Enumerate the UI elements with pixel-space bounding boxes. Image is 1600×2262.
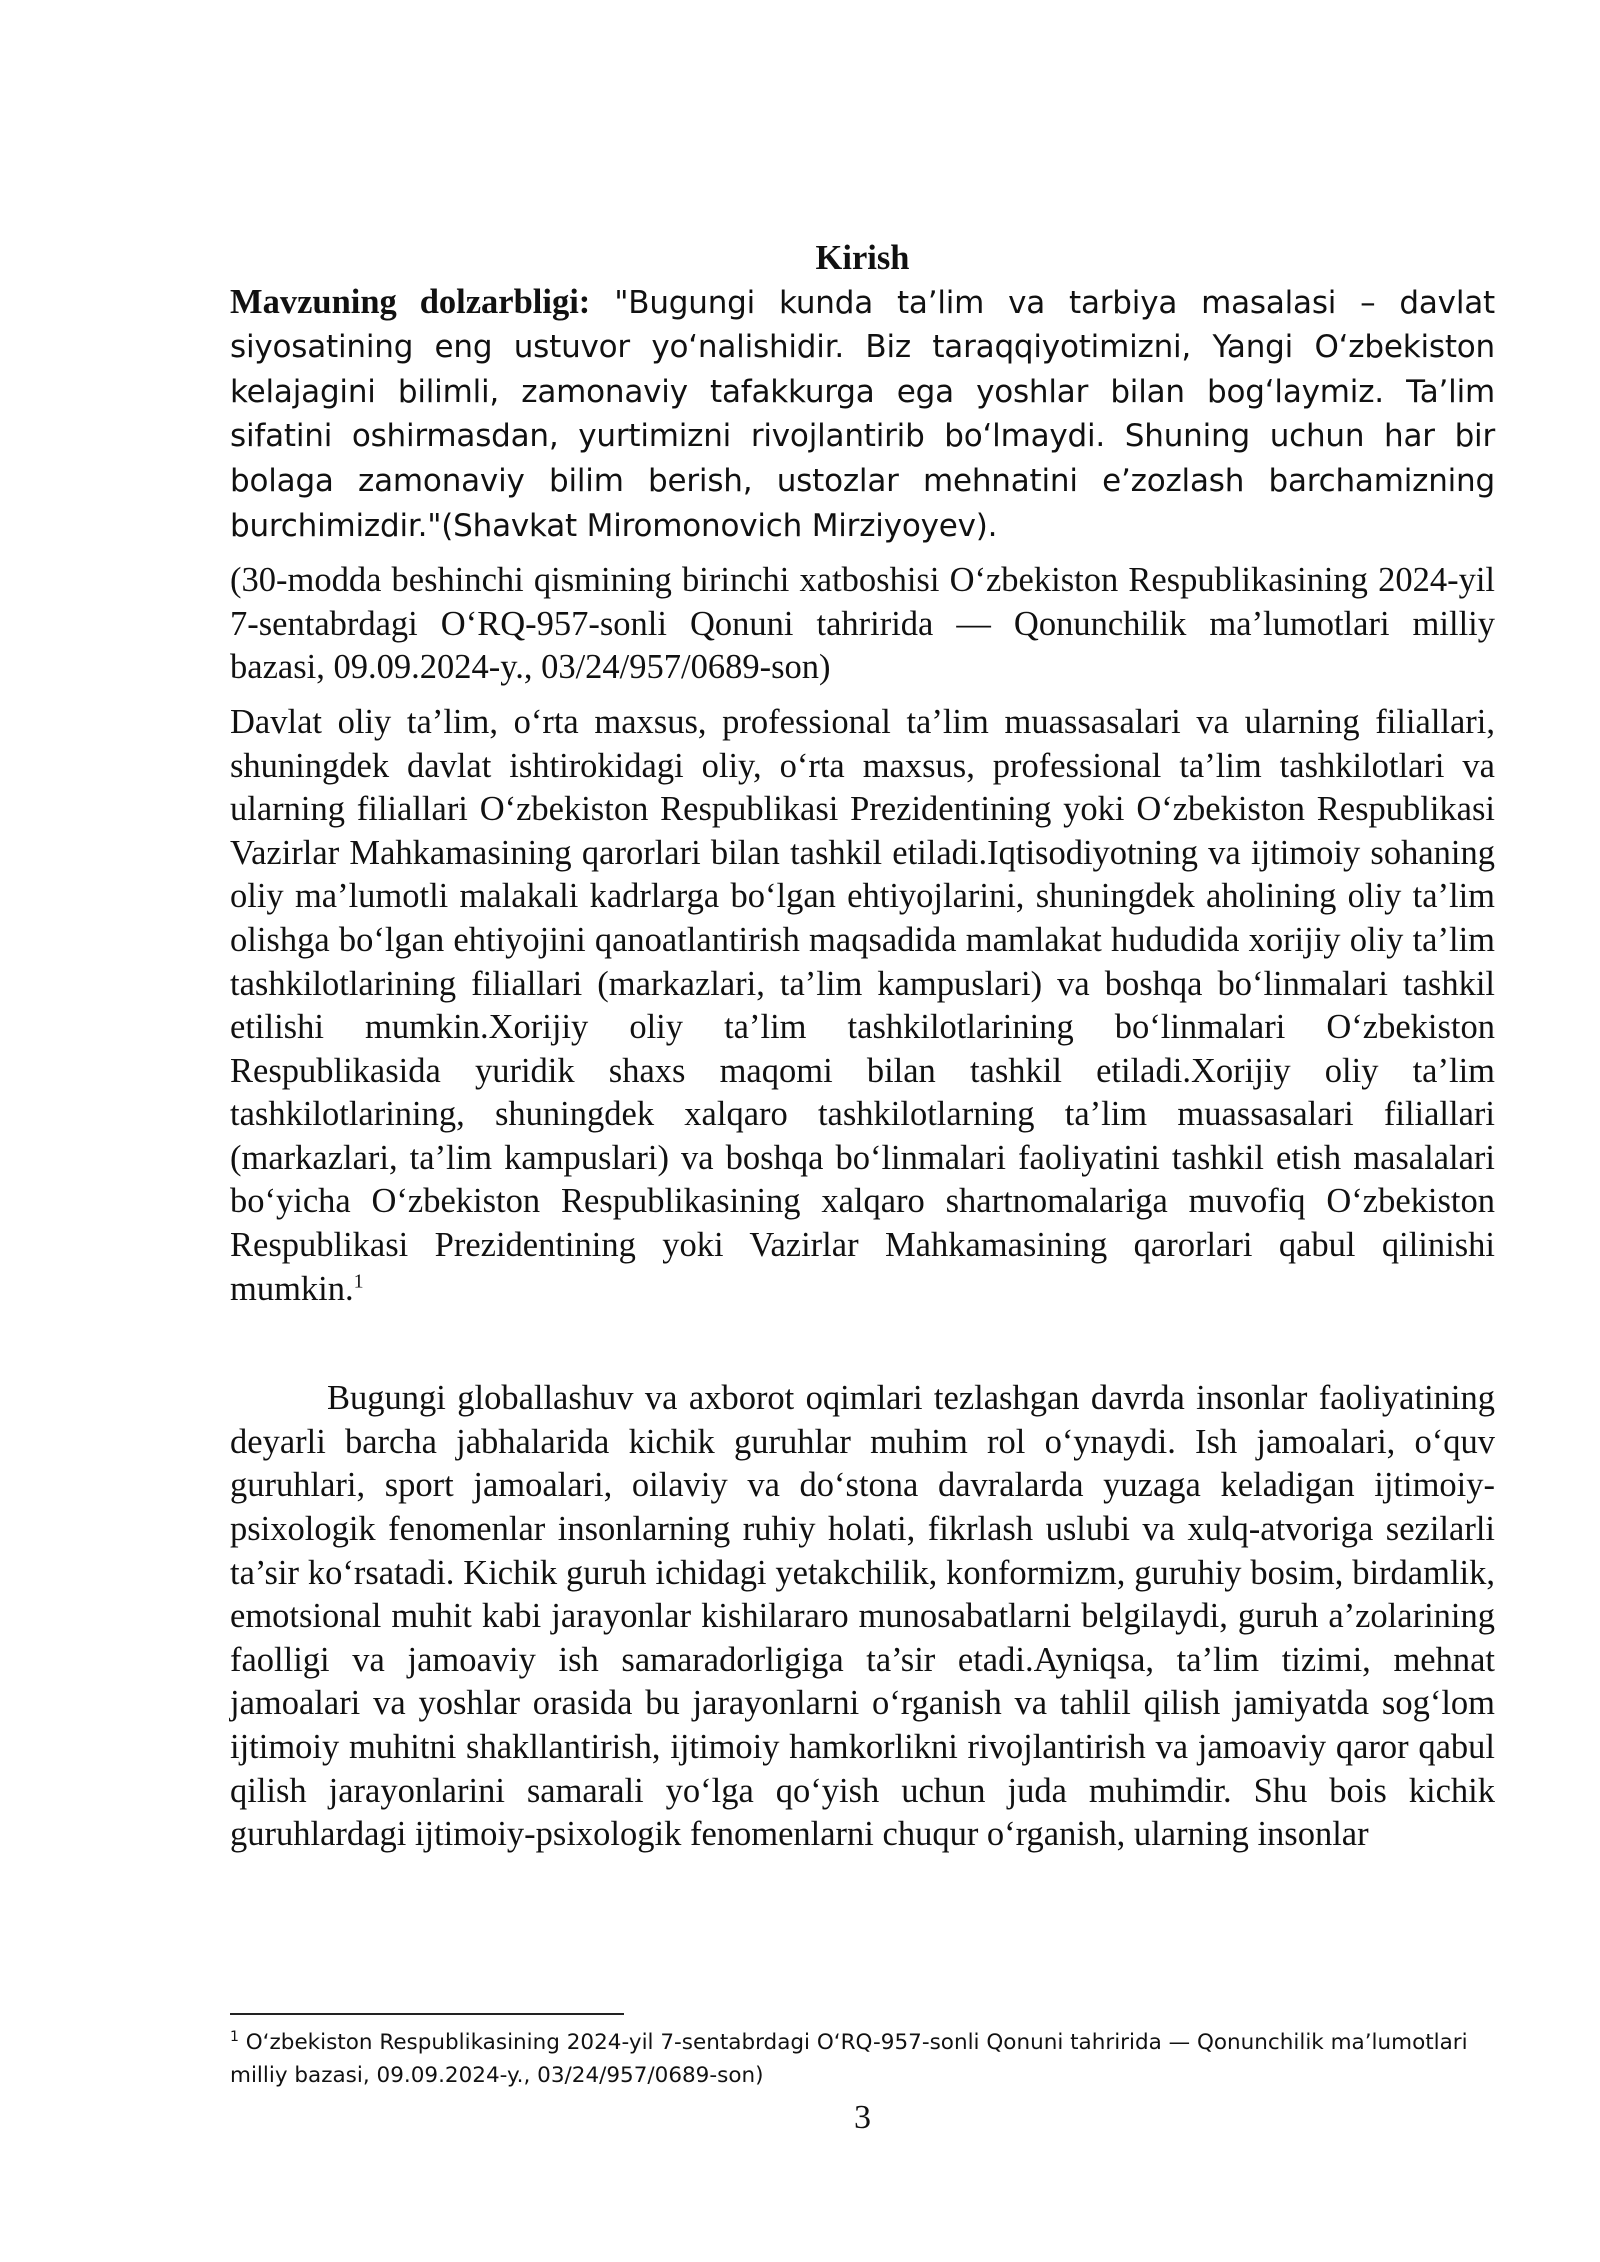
intro-text: "Bugungi kunda ta’lim va tarbiya masalasi – davlat siyosatining eng ustuvor yo‘nalishidir. Biz taraqqiyotimizni, Yangi O‘zbekiston kelajagini bilimli, zamonaviy tafakkurga ega yoshlar bilan bog‘laymiz. Ta’lim sifatini oshirmasdan, yurtimizni rivojlantirib bo‘lmaydi. Shuning uchun har bir bolaga zamonaviy bilim berish, ustozlar mehnatini e’zozlash barchamizning burchimizdir."(Shavkat Miromonovich Mirziyoyev). xyxy=(230,284,1495,544)
footnote-reference[interactable]: 1 xyxy=(353,1270,364,1293)
intro-paragraph xyxy=(230,281,1495,549)
main-paragraph: Bugungi globallashuv va axborot oqimlari tezlashgan davrda insonlar faoliyatining deyarli barcha jabhalarida kichik guruhlar muhim rol o‘ynaydi. Ish jamoalari, o‘quv guruhlari, sport jamoalari, oilaviy va do‘stona davralarda yuzaga keladigan ijtimoiy-psixologik fenomenlar insonlarning ruhiy holati, fikrlash uslubi va xulq-atvoriga sezilarli ta’sir ko‘rsatadi. Kichik guruh ichidagi yetakchilik, konformizm, guruhiy bosim, birdamlik, emotsional muhit kabi jarayonlar kishilararo munosabatlarni belgilaydi, guruh a’zolarining faolligi va jamoaviy ish samaradorligiga ta’sir etadi.Ayniqsa, ta’lim tizimi, mehnat jamoalari va yoshlar orasida bu jarayonlarni o‘rganish va tahlil qilish jamiyatda sog‘lom ijtimoiy muhitni shakllantirish, ijtimoiy hamkorlikni rivojlantirish va jamoaviy qaror qabul qilish jarayonlarini samarali yo‘lga qo‘yish uchun juda muhimdir. Shu bois kichik guruhlardagi ijtimoiy-psixologik fenomenlarni chuqur o‘rganish, ularning insonlar xyxy=(230,1379,1495,1854)
footnote-text: O‘zbekiston Respublikasining 2024-yil 7-sentabrdagi O‘RQ-957-sonli Qonuni tahririda — Qonunchilik ma’lumotlari milliy bazasi, 09.09.2024-y., 03/24/957/0689-son) xyxy=(230,2030,1468,2088)
law-paragraph-text: Davlat oliy ta’lim, o‘rta maxsus, professional ta’lim muassasalari va ularning filiallari, shuningdek davlat ishtirokidagi oliy, o‘rta maxsus, professional ta’lim tashkilotlari va ularning filiallari O‘zbekiston Respublikasi Prezidentining yoki O‘zbekiston Respublikasi Vazirlar Mahkamasining qarorlari bilan tashkil etiladi.Iqtisodiyotning va ijtimoiy sohaning oliy ma’lumotli malakali kadrlarga bo‘lgan ehtiyojlarini, shuningdek aholining oliy ta’lim olishga bo‘lgan ehtiyojini qanoatlantirish maqsadida mamlakat hududida xorijiy oliy ta’lim tashkilotlarining filiallari (markazlari, ta’lim kampuslari) va boshqa bo‘linmalari tashkil etilishi mumkin.Xorijiy oliy ta’lim tashkilotlarining bo‘linmalari O‘zbekiston Respublikasida yuridik shaxs maqomi bilan tashkil etiladi.Xorijiy oliy ta’lim tashkilotlarining, shuningdek xalqaro tashkilotlarning ta’lim muassasalari filiallari (markazlari, ta’lim kampuslari) va boshqa bo‘linmalari faoliyatini tashkil etish masalalari bo‘yicha O‘zbekiston Respublikasining xalqaro shartnomalariga muvofiq O‘zbekiston Respublikasi Prezidentining yoki Vazirlar Mahkamasining qarorlari qabul qilinishi mumkin. xyxy=(230,702,1495,1308)
footnote-separator xyxy=(230,2013,624,2015)
intro-label: Mavzuning dolzarbligi: xyxy=(230,282,591,321)
citation-paragraph: (30-modda beshinchi qismining birinchi xatboshisi O‘zbekiston Respublikasining 2024-yil 7-sentabrdagi O‘RQ-957-sonli Qonuni tahririda — Qonunchilik ma’lumotlari milliy bazasi, 09.09.2024-y., 03/24/957/0689-son) xyxy=(230,561,1495,687)
page-number: 3 xyxy=(854,2099,871,2136)
footnote-marker: 1 xyxy=(230,2028,239,2045)
document-page xyxy=(230,237,1495,1857)
footnote xyxy=(230,2026,1495,2092)
page-title: Kirish xyxy=(815,239,910,277)
law-paragraph xyxy=(230,701,1495,1311)
